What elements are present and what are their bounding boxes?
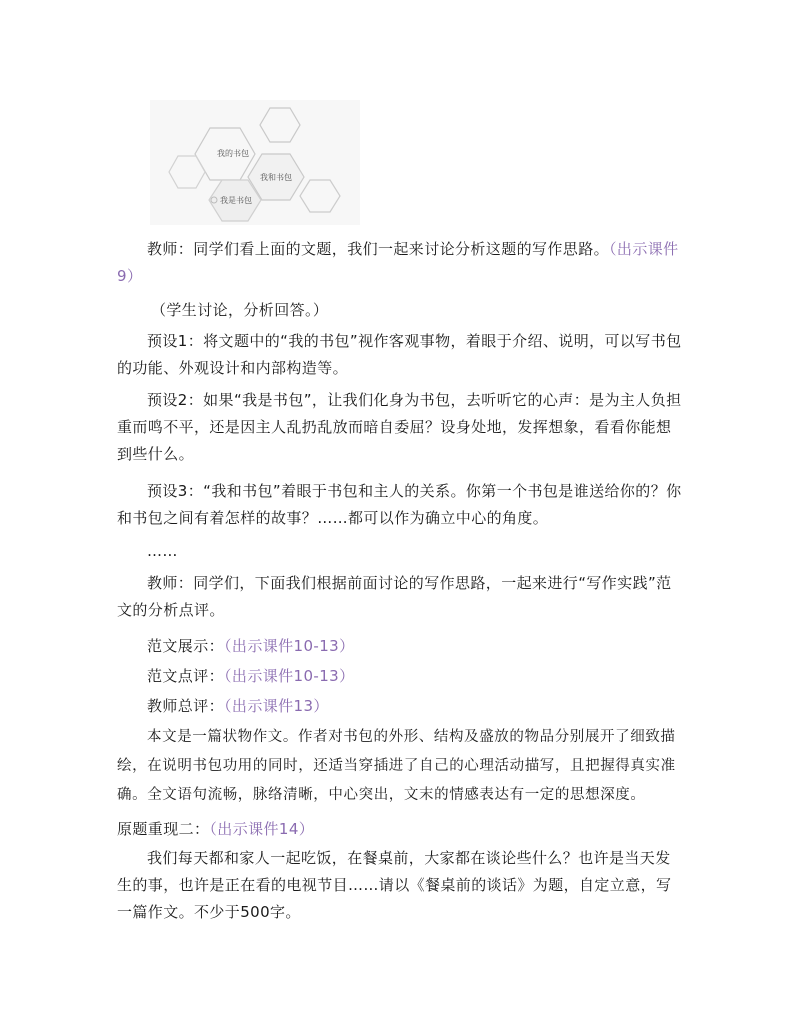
paragraph-preset-1	[117, 328, 682, 382]
teacher-intro-text: 教师：同学们看上面的文题，我们一起来讨论分析这题的写作思路。	[147, 240, 610, 258]
sample-show-label: 范文展示：	[147, 637, 225, 655]
slide-cite: （出示课件14）	[209, 820, 315, 838]
teacher-practice-text: 教师：同学们，下面我们根据前面讨论的写作思路，一起来进行“写作实践”范文的分析点评。	[117, 574, 672, 619]
preset-1-text: 预设1：将文题中的“我的书包”视作客观事物，着眼于介绍、说明，可以写书包的功能、外观设计和内部构造等。	[117, 332, 682, 377]
paragraph-preset-3	[117, 478, 682, 532]
preset-3-text: 预设3：“我和书包”着眼于书包和主人的关系。你第一个书包是谁送给你的？你和书包之间有着怎样的故事？……都可以作为确立中心的角度。	[117, 482, 682, 527]
sample-review-label: 范文点评：	[147, 667, 225, 685]
paragraph-student-discuss	[117, 297, 682, 324]
preset-2-text: 预设2：如果“我是书包”，让我们化身为书包，去听听它的心声：是为主人负担重而鸣不平，还是因主人乱扔乱放而暗自委屈？设身处地，发挥想象，看看你能想到些什么。	[117, 391, 682, 463]
paragraph-reprise-heading	[117, 816, 682, 843]
paragraph-teacher-practice	[117, 570, 682, 624]
teacher-summary-label: 教师总评：	[147, 697, 225, 715]
paragraph-ellipsis	[117, 538, 682, 565]
slide-cite: （出示课件10-13）	[224, 637, 355, 655]
hexagon-topic-figure	[150, 100, 360, 225]
paragraph-sample-show	[117, 633, 682, 660]
hex-label-me-and-schoolbag: 我和书包	[260, 173, 292, 182]
paragraph-teacher-summary	[117, 693, 682, 720]
paragraph-preset-2	[117, 387, 682, 468]
hexagon-diagram	[150, 100, 360, 225]
reprise-text: 我们每天都和家人一起吃饭，在餐桌前，大家都在谈论些什么？也许是当天发生的事，也许是正在看的电视节目……请以《餐桌前的谈话》为题，自定立意，写一篇作文。不少于500字。	[117, 849, 672, 921]
hex-label-i-am-schoolbag: 我是书包	[220, 196, 252, 205]
slide-cite: （出示课件9）	[117, 240, 679, 285]
hexagon-shape	[300, 180, 340, 212]
paragraph-reprise-text	[117, 845, 682, 926]
student-discuss-text: （学生讨论，分析回答。）	[151, 301, 329, 319]
paragraph-sample-review	[117, 663, 682, 690]
slide-cite: （出示课件13）	[224, 697, 329, 715]
hex-label-my-schoolbag: 我的书包	[217, 149, 249, 158]
summary-text: 本文是一篇状物作文。作者对书包的外形、结构及盛放的物品分别展开了细致描绘，在说明书包功用的同时，还适当穿插进了自己的心理活动描写，且把握得真实准确。全文语句流畅，脉络清晰，中心突出，文末的情感表达有一定的思想深度。	[117, 729, 676, 803]
reprise-label: 原题重现二：	[117, 820, 210, 838]
paragraph-summary-text	[117, 723, 682, 810]
hexagon-shape	[260, 108, 300, 142]
slide-cite: （出示课件10-13）	[224, 667, 355, 685]
paragraph-teacher-intro	[117, 236, 682, 290]
ellipsis-text: ……	[147, 542, 178, 560]
